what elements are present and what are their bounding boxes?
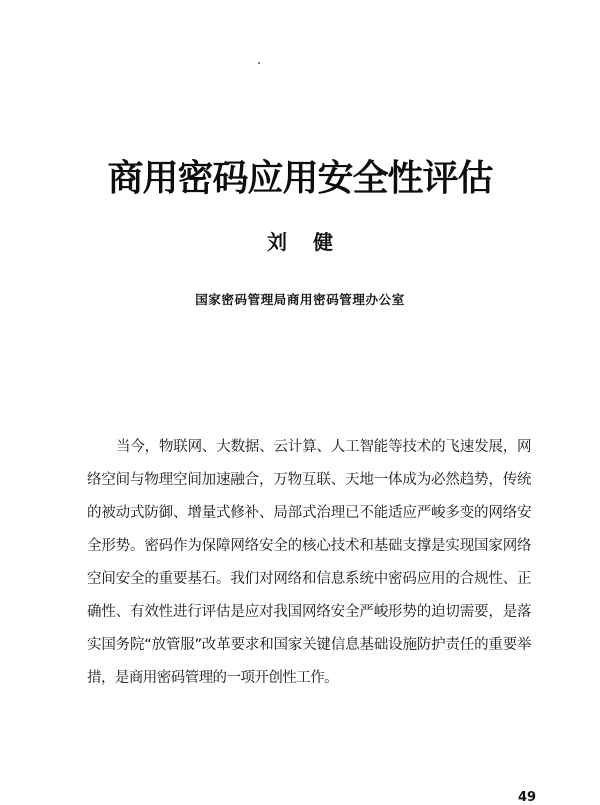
- body-paragraph: 当今，物联网、大数据、云计算、人工智能等技术的飞速发展，网络空间与物理空间加速融合，万物互联、天地一体成为必然趋势，传统的被动式防御、增量式修补、局部式治理已不能适应严峻多变的网络安全形势。密码作为保障网络安全的核心技术和基础支撑是实现国家网络空间安全的重要基石。我们对网络和信息系统中密码应用的合规性、正确性、有效性进行评估是应对我国网络安全严峻形势的迫切需要，是落实国务院“放管服”改革要求和国家关键信息基础设施防护责任的重要举措，是商用密码管理的一项开创性工作。: [87, 439, 531, 686]
- author-affiliation: 国家密码管理局商用密码管理办公室: [195, 292, 405, 307]
- scan-speck: [258, 62, 260, 64]
- page-number: 49: [518, 790, 537, 805]
- author-name: 刘健: [267, 230, 359, 254]
- article-title: 商用密码应用安全性评估: [107, 157, 493, 199]
